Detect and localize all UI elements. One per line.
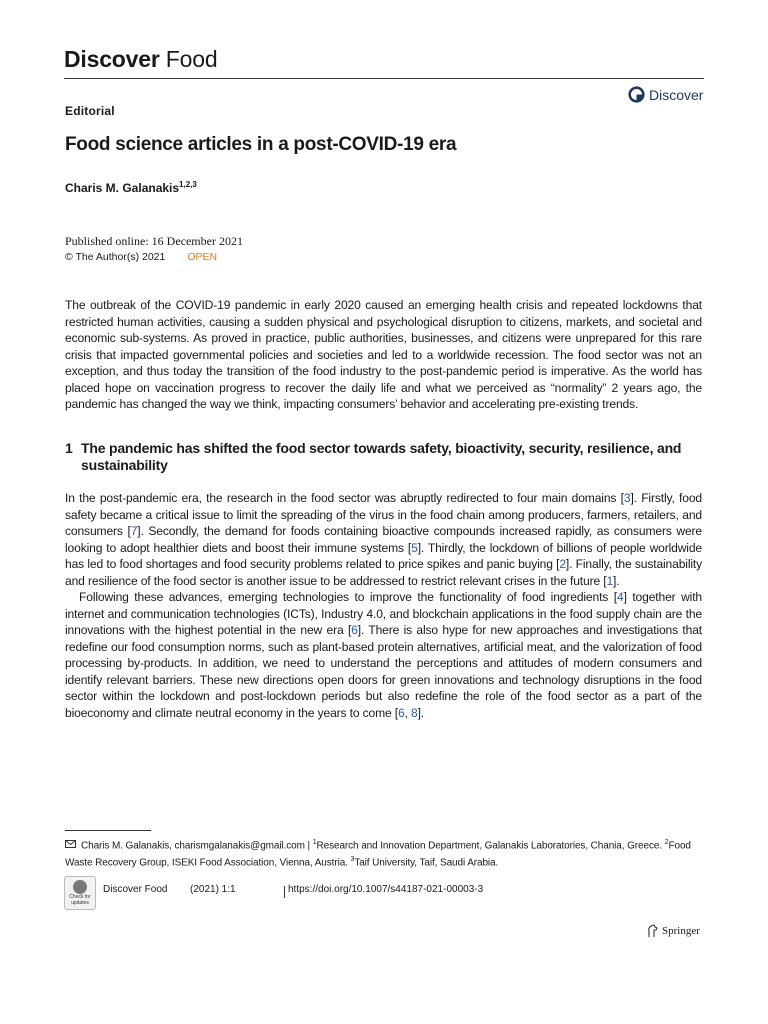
text-run: ]. There is also hype for new approaches and investigations that redefine our food consumption norms, such as plant-based protein alternatives, artificial meat, and the valorization of food processing by-products. In addition, we need to understand the perceptions and attitudes of modern consumers and identify relevant barriers. These new directions open doors for green innovations and technology disruptions in the food sector within the lockdown and post-lockdown periods but also redefine the role of the food sector as a part of the bioeconomy and climate neutral economy in the years to come [ <box>65 623 703 720</box>
citation-link[interactable]: 1 <box>606 573 614 588</box>
section-number: 1 <box>65 440 73 456</box>
update-icon <box>73 880 87 894</box>
citation-link[interactable]: 3 <box>623 491 631 505</box>
author-line <box>65 180 197 195</box>
article-title: Food science articles in a post-COVID-19 era <box>65 134 457 155</box>
paragraph-1 <box>65 490 702 589</box>
text-run: ]. <box>613 573 620 588</box>
section-1-body <box>65 490 702 721</box>
text-run: ]. Finally, the sustainability and resilience of the food sector is another issue to be addressed to restrict relevant crises in the future [ <box>65 557 702 588</box>
footnote-rule <box>65 830 151 831</box>
journal-name-rest: Food <box>165 46 218 72</box>
affil-marker: 1 <box>312 839 317 846</box>
journal-name-bold: Discover <box>64 46 160 72</box>
text-run: ]. <box>417 705 425 720</box>
text-run: Following these advances, emerging technologies to improve the functionality of food ingredients [ <box>79 590 617 604</box>
check-for-updates-badge[interactable] <box>64 876 96 910</box>
footnote <box>65 836 705 871</box>
text-run: ] together with internet and communication technologies (ICTs), Industry 4.0, and blockchain applications in the food supply chain are the innovations with the highest potential in the new era [ <box>65 590 702 637</box>
publisher-brand <box>646 924 700 938</box>
citation-link[interactable]: 7 <box>130 524 138 538</box>
affil-marker: 2 <box>664 839 669 846</box>
citation-link[interactable]: 6 <box>351 623 358 637</box>
author-name: Charis M. Galanakis <box>65 181 180 195</box>
citation-link[interactable]: 8 <box>411 705 418 720</box>
journal-name <box>64 46 217 73</box>
citation-link[interactable]: 4 <box>616 590 624 604</box>
affiliation-text: Food Waste Recovery Group, ISEKI Food Association, Vienna, Austria. <box>65 840 691 869</box>
contact-info: Charis M. Galanakis, charismgalanakis@gmail.com | <box>81 840 313 852</box>
doi-link[interactable]: https://doi.org/10.1007/s44187-021-00003-3 <box>288 884 484 895</box>
copyright-text: © The Author(s) 2021 <box>65 251 166 263</box>
text-run: , <box>404 705 412 720</box>
footer-year-volume: (2021) 1:1 <box>190 884 236 895</box>
paragraph-2 <box>65 589 702 721</box>
badge-label: Check for updates <box>69 894 91 906</box>
brand-label: Discover <box>649 86 704 103</box>
article-type: Editorial <box>65 104 115 118</box>
affiliation-text: Taif University, Taif, Saudi Arabia. <box>354 857 499 869</box>
publisher-name: Springer <box>662 925 700 937</box>
abstract <box>65 297 702 413</box>
author-affiliations: 1,2,3 <box>179 180 197 189</box>
published-date: Published online: 16 December 2021 <box>65 234 243 248</box>
footer-separator <box>284 886 285 898</box>
abstract-paragraph: The outbreak of the COVID-19 pandemic in early 2020 caused an emerging health crisis and repeated lockdowns that restricted human activities, causing a sudden physical and psychological disruption to citizens, markets, and societal and economic sub-systems. As proved in practice, public authorities, businesses, and citizens were unprepared for this rare crisis that impacted governmental policies and societies and led to a worldwide recession. The food sector was not an exception, and thus today the transition of the food industry to the post-pandemic period is imperative. As the world has placed hope on vaccination progress to recover the daily life and what we perceived as “normality” 2 years ago, the pandemic has changed the way we think, impacting consumers’ behavior and accelerating pre-existing trends. <box>65 298 702 411</box>
text-run: ]. Secondly, the demand for foods containing bioactive compounds increased rapidly, as consumers were looking to adopt healthier diets and boost their immune systems [ <box>65 524 702 555</box>
affiliation-text: Research and Innovation Department, Galanakis Laboratories, Chania, Greece. <box>316 840 665 852</box>
header-rule <box>64 78 704 79</box>
open-access-label: OPEN <box>187 251 218 263</box>
footer-journal: Discover Food <box>103 884 168 895</box>
discover-logo-icon <box>628 86 645 103</box>
envelope-icon <box>65 840 76 848</box>
text-run: ]. Thirdly, the lockdown of billions of people worldwide has led to food shortages and food security problems related to price spikes and panic buying [ <box>65 540 702 571</box>
text-run: ]. Firstly, food safety became a critical issue to limit the spreading of the virus in the food chain among producers, farmers, retailers, and consumers [ <box>65 491 702 538</box>
citation-link[interactable]: 5 <box>411 540 418 555</box>
springer-horse-icon <box>646 924 658 938</box>
text-run: In the post-pandemic era, the research in the food sector was abruptly redirected to four main domains [ <box>65 491 624 505</box>
citation-link[interactable]: 6 <box>398 705 405 720</box>
affil-marker: 3 <box>350 856 355 864</box>
discover-brand <box>628 86 703 103</box>
citation-link[interactable]: 2 <box>559 557 566 571</box>
section-1-heading <box>65 440 705 474</box>
section-title: The pandemic has shifted the food sector towards safety, bioactivity, security, resilience, and sustainability <box>81 440 682 473</box>
copyright-line <box>65 251 217 263</box>
